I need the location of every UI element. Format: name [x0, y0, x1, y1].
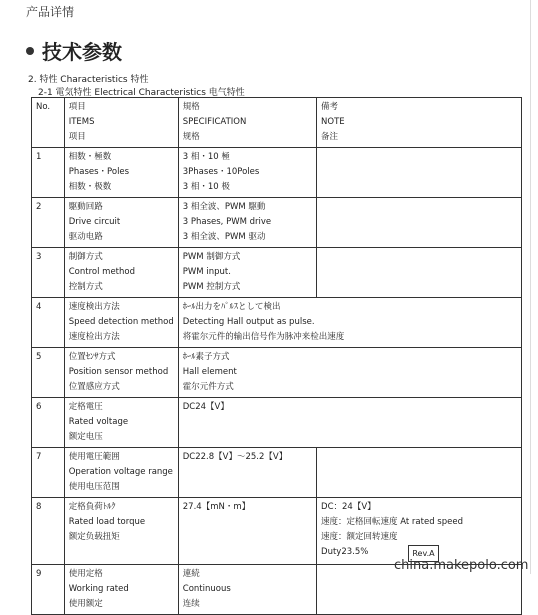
row-items	[64, 248, 178, 298]
row-items	[64, 348, 178, 398]
row-note	[317, 248, 522, 298]
row-no: 6	[32, 398, 65, 448]
spec-jp: 連続	[182, 569, 200, 579]
row-note	[317, 198, 522, 248]
header-items-en: ITEMS	[68, 117, 95, 127]
spec-en: PWM input.	[182, 267, 231, 277]
item-en: Phases・Poles	[68, 167, 130, 177]
spec-cn: PWM 控制方式	[182, 282, 241, 292]
header-note-cn: 备注	[321, 132, 339, 142]
row-items	[64, 148, 178, 198]
row-spec	[178, 348, 521, 398]
item-en: Working rated	[68, 584, 129, 594]
header-note	[317, 98, 522, 148]
item-en: Position sensor method	[68, 367, 169, 377]
header-items-jp: 項目	[68, 102, 86, 112]
item-jp: 制御方式	[68, 252, 103, 262]
row-spec	[178, 298, 521, 348]
table-row	[32, 448, 522, 498]
header-items-cn: 项目	[68, 132, 86, 142]
row-items	[64, 198, 178, 248]
spec-en: Hall element	[182, 367, 237, 377]
item-cn: 使用电压范围	[68, 482, 120, 492]
item-en: Rated voltage	[68, 417, 129, 427]
row-note	[317, 148, 522, 198]
row-no: 7	[32, 448, 65, 498]
item-jp: 使用定格	[68, 569, 103, 579]
item-jp: 速度検出方法	[68, 302, 120, 312]
header-no: No.	[32, 98, 65, 148]
table-row	[32, 198, 522, 248]
spec-jp: 3 相・10 極	[182, 152, 230, 162]
page-top-title: 产品详情	[26, 5, 75, 19]
heading-text: 技术参数	[42, 40, 122, 64]
row-items	[64, 565, 178, 615]
row-note	[317, 448, 522, 498]
item-cn: 使用额定	[68, 599, 103, 609]
row-items	[64, 498, 178, 565]
item-cn: 相数・极数	[68, 182, 112, 192]
table-row	[32, 498, 522, 565]
note-line: DC：24【V】	[321, 502, 376, 512]
table-row	[32, 248, 522, 298]
row-items	[64, 398, 178, 448]
spec-jp: PWM 制御方式	[182, 252, 241, 262]
right-divider	[530, 0, 531, 574]
header-note-en: NOTE	[321, 117, 345, 127]
row-items	[64, 448, 178, 498]
spec-cn: 3 相全波、PWM 驱动	[182, 232, 266, 242]
table-row	[32, 348, 522, 398]
item-jp: 相数・極数	[68, 152, 112, 162]
item-jp: 定格負荷ﾄﾙｸ	[68, 502, 116, 512]
header-spec-jp: 規格	[182, 102, 200, 112]
item-jp: 使用電圧範囲	[68, 452, 120, 462]
row-no: 9	[32, 565, 65, 615]
row-no: 8	[32, 498, 65, 565]
section-1-title: 2. 特性 Characteristics 特性	[28, 75, 149, 85]
item-cn: 速度检出方法	[68, 332, 120, 342]
spec-table	[31, 97, 522, 615]
table-row	[32, 398, 522, 448]
item-en: Rated load torque	[68, 517, 146, 527]
spec-value: DC24【V】	[182, 402, 229, 412]
item-cn: 控制方式	[68, 282, 103, 292]
spec-en: 3Phases・10Poles	[182, 167, 260, 177]
note-line: 速度：额定回转速度	[321, 532, 398, 542]
item-cn: 额定负载扭矩	[68, 532, 120, 542]
spec-en: 3 Phases, PWM drive	[182, 217, 272, 227]
item-jp: 位置ｾﾝｻ方式	[68, 352, 116, 362]
duty-value: Duty23.5%	[321, 547, 369, 557]
row-items	[64, 298, 178, 348]
row-spec	[178, 565, 316, 615]
item-en: Speed detection method	[68, 317, 174, 327]
spec-en: Detecting Hall output as pulse.	[182, 317, 315, 327]
spec-jp: ﾎｰﾙ出力をﾊﾟﾙｽとして検出	[182, 302, 281, 312]
item-cn: 位置感应方式	[68, 382, 120, 392]
spec-value: DC22.8【V】～25.2【V】	[182, 452, 288, 462]
section-2-title: 2-1 電気特性 Electrical Characteristics 电气特性	[38, 88, 245, 98]
row-spec	[178, 398, 521, 448]
spec-jp: 3 相全波、PWM 駆動	[182, 202, 266, 212]
spec-cn: 将霍尔元件的输出信号作为脉冲来检出速度	[182, 332, 345, 342]
header-items	[64, 98, 178, 148]
table-row	[32, 298, 522, 348]
item-cn: 驱动电路	[68, 232, 103, 242]
header-note-jp: 備考	[321, 102, 339, 112]
spec-value: 27.4【mN・m】	[182, 502, 251, 512]
item-en: Operation voltage range	[68, 467, 173, 477]
table-row	[32, 148, 522, 198]
row-spec	[178, 248, 316, 298]
item-cn: 额定电压	[68, 432, 103, 442]
note-line: 速度：定格回転速度 At rated speed	[321, 517, 463, 527]
section-heading	[26, 36, 122, 65]
item-en: Drive circuit	[68, 217, 121, 227]
spec-jp: ﾎｰﾙ素子方式	[182, 352, 230, 362]
row-spec	[178, 498, 316, 565]
row-note	[317, 498, 522, 565]
header-spec	[178, 98, 316, 148]
row-no: 3	[32, 248, 65, 298]
row-no: 1	[32, 148, 65, 198]
spec-cn: 3 相・10 极	[182, 182, 230, 192]
table-header	[32, 98, 522, 148]
row-spec	[178, 448, 316, 498]
header-spec-en: SPECIFICATION	[182, 117, 247, 127]
spec-cn: 霍尔元件方式	[182, 382, 234, 392]
spec-en: Continuous	[182, 584, 231, 594]
row-spec	[178, 198, 316, 248]
row-no: 5	[32, 348, 65, 398]
item-jp: 定格電圧	[68, 402, 103, 412]
row-no: 2	[32, 198, 65, 248]
item-jp: 駆動回路	[68, 202, 103, 212]
header-spec-cn: 规格	[182, 132, 200, 142]
row-spec	[178, 148, 316, 198]
spec-cn: 连续	[182, 599, 200, 609]
watermark-text: china.makepolo.com	[394, 558, 529, 573]
row-no: 4	[32, 298, 65, 348]
bullet-icon	[26, 47, 34, 55]
revision-badge: Rev.A	[408, 545, 438, 562]
item-en: Control method	[68, 267, 135, 277]
